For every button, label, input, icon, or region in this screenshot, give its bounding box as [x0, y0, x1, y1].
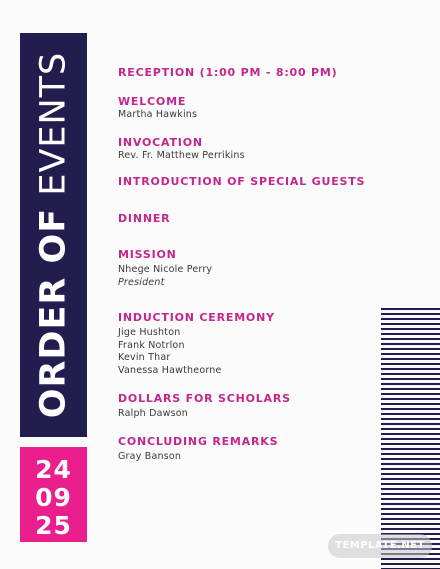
event-mission	[118, 248, 212, 289]
event-introduction	[118, 175, 365, 189]
event-invocation	[118, 136, 245, 163]
event-role: President	[118, 276, 165, 288]
decorative-stripes	[381, 308, 440, 569]
event-person: Jige Hushton	[118, 327, 181, 338]
event-title: WELCOME	[118, 95, 187, 108]
event-induction	[118, 311, 275, 377]
date-month: 09	[35, 483, 72, 512]
date-block	[20, 447, 87, 542]
event-title: DINNER	[118, 212, 171, 225]
order-of-events-title	[33, 51, 74, 419]
event-concluding	[118, 435, 278, 464]
event-title: DOLLARS FOR SCHOLARS	[118, 392, 291, 405]
event-title: INVOCATION	[118, 136, 203, 149]
event-person: Rev. Fr. Matthew Perrikins	[118, 150, 245, 161]
date-year: 25	[35, 511, 72, 540]
event-person: Frank Notrlon	[118, 339, 185, 351]
event-title: INDUCTION CEREMONY	[118, 311, 275, 324]
title-light-part: EVENTS	[33, 51, 74, 196]
event-title: RECEPTION (1:00 PM - 8:00 PM)	[118, 66, 338, 79]
event-person: Gray Banson	[118, 451, 182, 462]
event-person: Nhege Nicole Perry	[118, 264, 213, 275]
event-welcome	[118, 95, 197, 122]
event-title: INTRODUCTION OF SPECIAL GUESTS	[118, 175, 366, 188]
event-person: Vanessa Hawtheorne	[118, 364, 222, 376]
title-bold-part: ORDER OF	[33, 207, 74, 419]
template-watermark: TEMPLATE.NET	[328, 534, 432, 558]
event-person: Kevin Thar	[118, 352, 171, 363]
date-day: 24	[35, 455, 72, 484]
event-dollars	[118, 392, 291, 421]
event-person: Martha Hawkins	[118, 109, 198, 120]
event-person: Ralph Dawson	[118, 408, 189, 419]
event-title: CONCLUDING REMARKS	[118, 435, 279, 448]
event-reception	[118, 66, 338, 80]
event-title: MISSION	[118, 248, 177, 261]
event-dinner	[118, 212, 170, 226]
